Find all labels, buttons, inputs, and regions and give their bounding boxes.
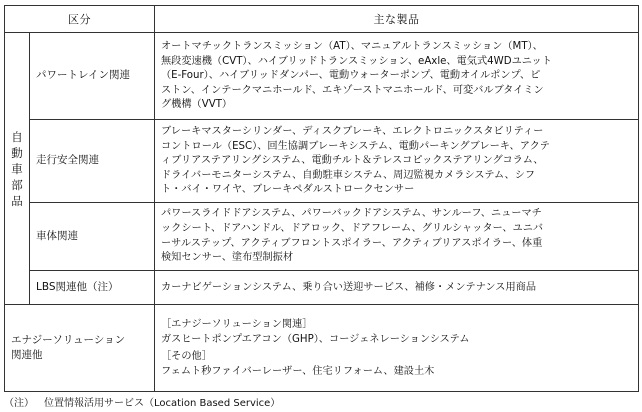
product-line: （E-Four）、ハイブリッドダンパー、電動ウォーターポンプ、電動オイルポンプ、ピ — [161, 70, 541, 82]
category-powertrain: パワートレイン関連 — [30, 32, 155, 119]
header-row — [5, 6, 639, 33]
vertical-char: 車 — [11, 161, 23, 176]
vertical-char: 品 — [11, 193, 23, 208]
table-row-body — [5, 202, 639, 270]
category-energy-line: エナジーソリューション — [11, 334, 126, 347]
automotive-parts-label — [5, 32, 30, 305]
table-row-lbs — [5, 270, 639, 305]
product-line: ィブリアステアリングシステム、電動チルト＆テレスコピックステアリングコラム、 — [161, 155, 544, 167]
product-line: ト・バイ・ワイヤ、ブレーキペダルストロークセンサー — [161, 184, 415, 196]
other-group-items: フェムト秒ファイバーレーザー、住宅リフォーム、建設土木 — [161, 365, 435, 377]
product-line: パワースライドドアシステム、パワーバックドアシステム、サンルーフ、ニューマチ — [161, 208, 542, 220]
vertical-char: 動 — [11, 145, 23, 160]
header-category: 区分 — [5, 6, 155, 33]
vertical-char: 自 — [11, 129, 23, 144]
product-line: ドライバーモニターシステム、自動駐車システム、周辺監視カメラシステム、シフ — [161, 169, 536, 181]
product-line: グ機構（VVT） — [161, 99, 233, 111]
product-line: カーナビゲーションシステム、乗り合い送迎サービス、補修・メンテナンス用商品 — [161, 281, 537, 293]
product-line: ックシート、ドアハンドル、ドアロック、ドアフレーム、グリルシャッター、ユニバ — [161, 222, 544, 234]
category-energy — [5, 305, 155, 392]
category-lbs: LBS関連他（注） — [30, 270, 155, 305]
footnote-text: 位置情報活用サービス（Location Based Service） — [44, 398, 281, 409]
product-line: オートマチックトランスミッション（AT）、マニュアルトランスミッション（MT）、 — [161, 41, 543, 52]
other-group-heading: ［その他］ — [161, 351, 212, 363]
table-row-energy — [5, 305, 639, 392]
table-row-safety — [5, 120, 639, 202]
product-line: ーサルステップ、アクティブフロントスポイラー、アクティブリアスポイラー、体重 — [161, 237, 543, 249]
products-powertrain — [155, 32, 639, 119]
footnote — [4, 394, 280, 409]
products-energy — [155, 305, 639, 392]
category-body: 車体関連 — [30, 202, 155, 270]
product-line: ストン、インテークマニホールド、エキゾーストマニホールド、可変バルブタイミン — [161, 84, 544, 96]
energy-group-items: ガスヒートポンプエアコン（GHP）、コージェネレーションシステム — [161, 333, 470, 345]
header-products: 主な製品 — [155, 6, 639, 33]
vertical-char: 部 — [11, 177, 23, 192]
category-safety: 走行安全関連 — [30, 120, 155, 202]
footnote-mark: （注） — [4, 398, 34, 409]
products-body — [155, 202, 639, 270]
energy-group-heading: ［エナジーソリューション関連］ — [161, 319, 313, 331]
product-line: コントロール（ESC）、回生協調ブレーキシステム、電動パーキングブレーキ、アクテ — [161, 140, 550, 152]
products-safety — [155, 120, 639, 202]
products-lbs — [155, 270, 639, 305]
product-line: ブレーキマスターシリンダー、ディスクブレーキ、エレクトロニックスタビリティー — [161, 125, 544, 137]
product-line: 検知センサー、塗布型制振材 — [161, 252, 294, 264]
product-table — [4, 5, 639, 392]
table-row-powertrain — [5, 32, 639, 119]
product-line: 無段変速機（CVT）、ハイブリッドトランスミッション、eAxle、電気式4WDユニット — [161, 55, 552, 67]
category-energy-line: 関連他 — [11, 349, 43, 362]
